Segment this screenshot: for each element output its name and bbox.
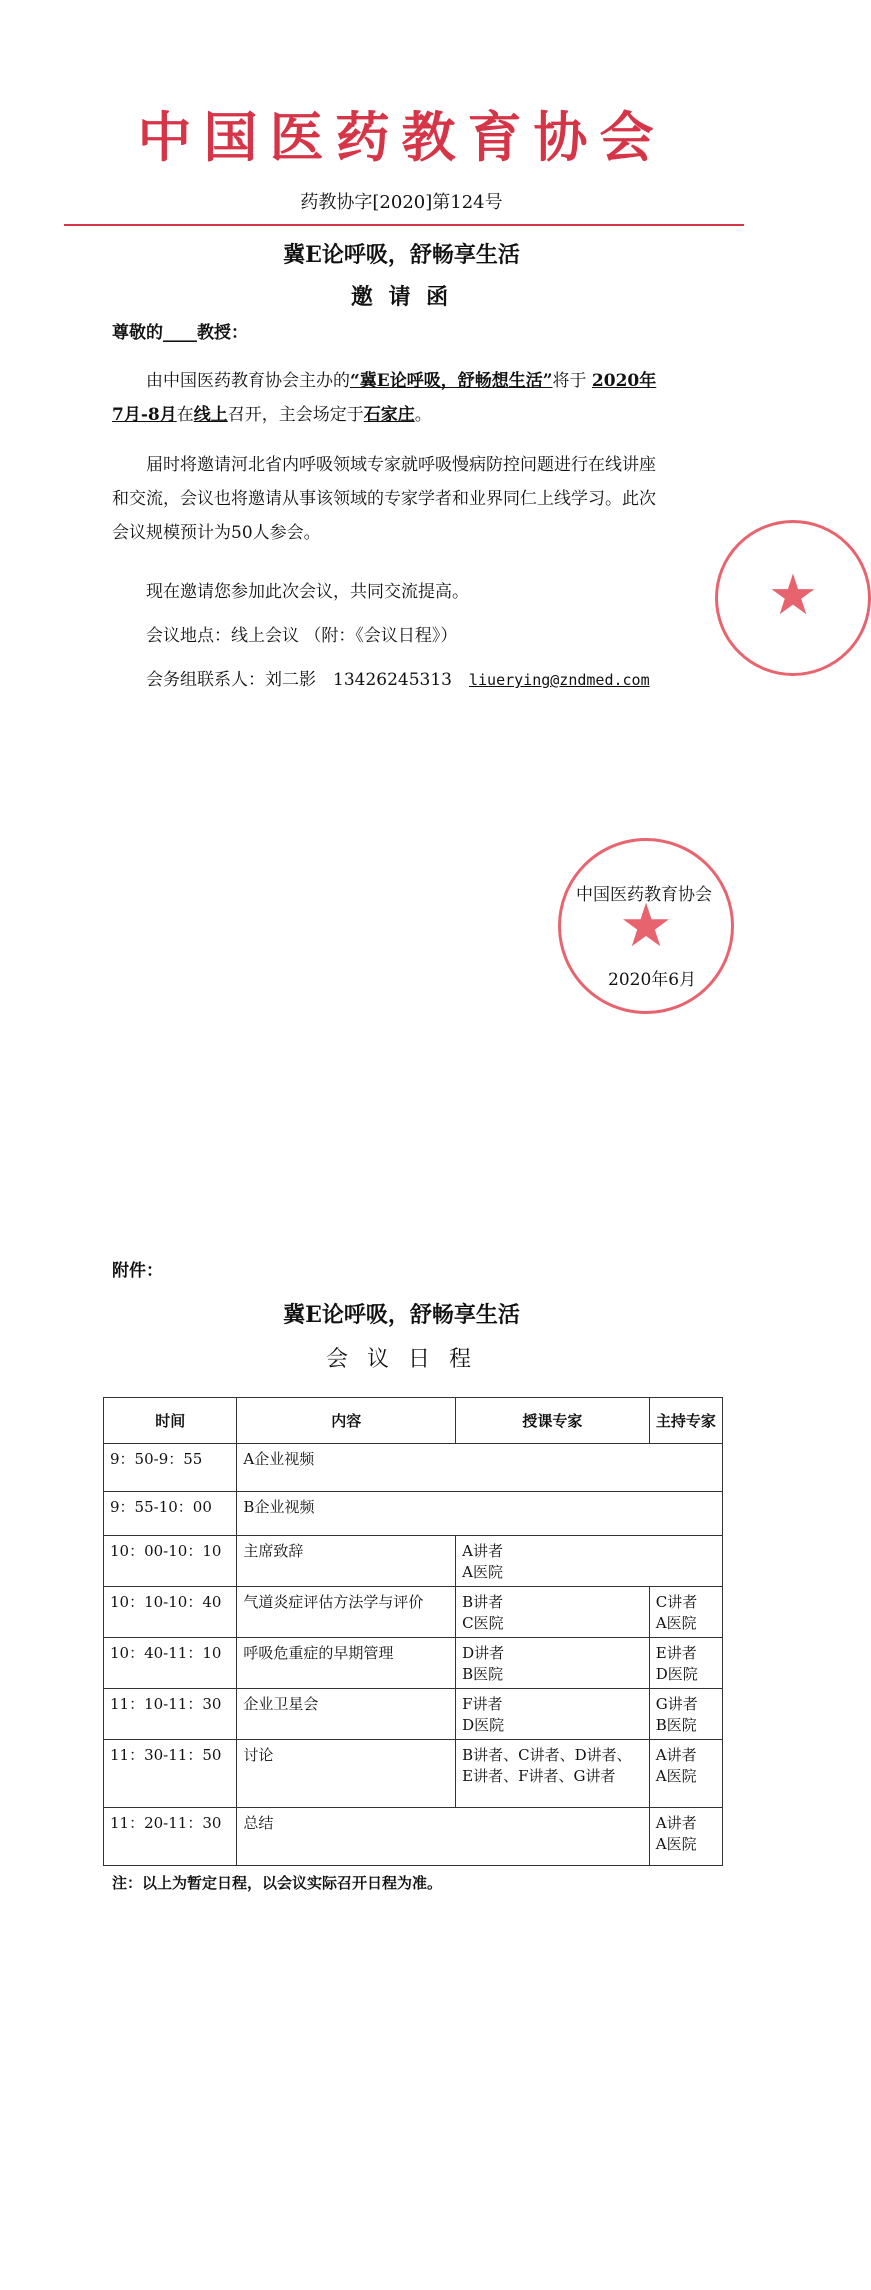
cell-host: A讲者 A医院	[649, 1740, 722, 1808]
event-name: “冀E论呼吸，舒畅想生活”	[350, 371, 553, 391]
cell-speaker: A讲者 A医院	[456, 1536, 723, 1587]
p1-text: 。	[414, 405, 432, 425]
cell-time: 10：10-10：40	[104, 1587, 237, 1638]
contact-email[interactable]: liuerying@zndmed.com	[468, 671, 650, 689]
invitation-title: 冀E论呼吸，舒畅享生活	[283, 242, 520, 268]
seal-stamp-edge	[715, 520, 871, 676]
attachment-label: 附件：	[112, 1261, 163, 1281]
table-row	[104, 1689, 723, 1740]
star-icon: ★	[767, 563, 819, 628]
p1-text: 召开，主会场定于	[227, 405, 364, 425]
p1-text: 将于	[552, 371, 587, 391]
cell-time: 11：30-11：50	[104, 1740, 237, 1808]
table-row	[104, 1444, 723, 1492]
schedule-note: 注：以上为暂定日程，以会议实际召开日程为准。	[112, 1874, 443, 1892]
cell-speaker: B讲者、C讲者、D讲者、 E讲者、F讲者、G讲者	[456, 1740, 650, 1808]
cell-speaker: F讲者 D医院	[456, 1689, 650, 1740]
cell-time: 11：20-11：30	[104, 1808, 237, 1866]
cell-content: 企业卫星会	[237, 1689, 456, 1740]
table-header-row	[104, 1398, 723, 1444]
event-city: 石家庄	[363, 405, 415, 425]
red-divider	[64, 224, 744, 226]
attachment-title: 冀E论呼吸，舒畅享生活	[283, 1302, 520, 1328]
star-icon: ★	[619, 891, 673, 961]
cell-time: 9：55-10：00	[104, 1492, 237, 1536]
venue-line: 会议地点：线上会议 （附：《会议日程》）	[146, 626, 458, 646]
signature-date: 2020年6月	[608, 970, 697, 990]
table-row	[104, 1808, 723, 1866]
cell-host: A讲者 A医院	[649, 1808, 722, 1866]
p2-line: 会议规模预计为50人参会。	[112, 523, 321, 543]
table-row	[104, 1740, 723, 1808]
cell-time: 9：50-9：55	[104, 1444, 237, 1492]
col-header-speaker: 授课专家	[456, 1398, 650, 1444]
doc-number: 药教协字[2020]第124号	[300, 192, 503, 213]
p1-text: 在	[176, 405, 194, 425]
cell-time: 10：00-10：10	[104, 1536, 237, 1587]
cell-content: 气道炎症评估方法学与评价	[237, 1587, 456, 1638]
attachment-subtitle: 会 议 日 程	[326, 1347, 477, 1372]
org-name-header: 中国医药教育协会	[137, 106, 666, 169]
cell-content: 呼吸危重症的早期管理	[237, 1638, 456, 1689]
col-header-host: 主持专家	[649, 1398, 722, 1444]
col-header-content: 内容	[237, 1398, 456, 1444]
cell-content: A企业视频	[237, 1444, 723, 1492]
table-row	[104, 1492, 723, 1536]
table-row	[104, 1536, 723, 1587]
cell-content: 总结	[237, 1808, 649, 1866]
cell-content: 讨论	[237, 1740, 456, 1808]
col-header-time: 时间	[104, 1398, 237, 1444]
paragraph-1	[112, 364, 752, 432]
cell-time: 11：10-11：30	[104, 1689, 237, 1740]
event-year: 2020年	[591, 371, 657, 391]
contact-label: 会务组联系人：刘二影 13426245313	[146, 670, 469, 690]
signature-org: 中国医药教育协会	[576, 885, 712, 905]
invitation-subtitle: 邀 请 函	[350, 284, 453, 310]
table-row	[104, 1638, 723, 1689]
event-period: 7月-8月	[112, 405, 177, 425]
p1-text: 由中国医药教育协会主办的	[146, 371, 350, 391]
cell-host: G讲者 B医院	[649, 1689, 722, 1740]
schedule-table	[103, 1397, 723, 1866]
table-row	[104, 1587, 723, 1638]
cell-content: 主席致辞	[237, 1536, 456, 1587]
cell-host: E讲者 D医院	[649, 1638, 722, 1689]
paragraph-3: 现在邀请您参加此次会议，共同交流提高。	[146, 582, 469, 602]
cell-host: C讲者 A医院	[649, 1587, 722, 1638]
contact-line	[146, 663, 650, 697]
cell-speaker: D讲者 B医院	[456, 1638, 650, 1689]
cell-speaker: B讲者 C医院	[456, 1587, 650, 1638]
paragraph-2	[112, 448, 762, 550]
p2-line: 和交流，会议也将邀请从事该领域的专家学者和业界同仁上线学习。此次	[112, 489, 656, 509]
event-mode: 线上	[193, 405, 228, 425]
cell-time: 10：40-11：10	[104, 1638, 237, 1689]
p2-line: 届时将邀请河北省内呼吸领域专家就呼吸慢病防控问题进行在线讲座	[146, 455, 656, 475]
salutation: 尊敬的____教授：	[112, 323, 248, 343]
cell-content: B企业视频	[237, 1492, 723, 1536]
